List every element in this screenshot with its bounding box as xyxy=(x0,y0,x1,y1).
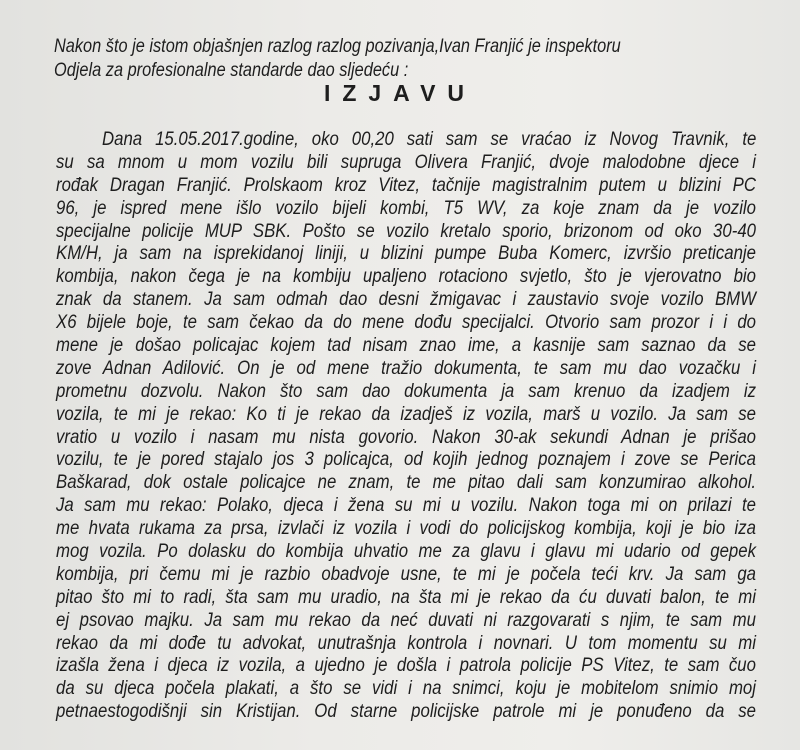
statement-line xyxy=(56,197,756,220)
statement-line-text: KM/H, ja sam na isprekidanoj liniji, u blizini pumpe Buba Komerc, izvršio preticanje xyxy=(56,242,756,265)
statement-line xyxy=(56,677,756,700)
statement-line xyxy=(56,700,756,723)
statement-line xyxy=(56,471,756,494)
document-title: IZJAVU xyxy=(323,80,477,106)
statement-line xyxy=(56,632,756,655)
statement-line xyxy=(56,265,756,288)
statement-line xyxy=(56,494,756,517)
statement-line xyxy=(56,540,756,563)
statement-line xyxy=(56,334,756,357)
statement-body xyxy=(56,128,756,723)
statement-line-text: kombija, nakon čega je na kombiju upaljeno rotaciono svjetlo, što je vjerovatno bio xyxy=(56,265,756,288)
statement-line xyxy=(56,220,756,243)
statement-line-text: zove Adnan Adilović. On je od mene tražio dokumenta, te sam mu dao vozačku i xyxy=(56,356,756,379)
statement-line-text: mene je došao policajac kojem tad nisam znao ime, a kasnije sam saznao da se xyxy=(56,334,756,357)
intro-line-2: Odjela za profesionalne standarde dao sljedeću : xyxy=(54,60,409,81)
statement-line-text: me hvata rukama za prsa, izvlači iz vozila i vodi do policijskog kombija, koji je bio iza xyxy=(56,517,756,540)
statement-line xyxy=(56,517,756,540)
statement-line-text: prometnu dozvolu. Nakon što sam dao dokumenta ja sam krenuo da izadjem iz xyxy=(56,379,756,402)
statement-line xyxy=(56,586,756,609)
statement-line-text: da su djeca počela plakati, a što se vidi i na snimci, koju je mobitelom snimio moj xyxy=(56,677,756,700)
statement-line xyxy=(56,654,756,677)
statement-line-text: 96, je ispred mene išlo vozilo bijeli kombi, T5 WV, za koje znam da je vozilo xyxy=(56,196,756,219)
statement-line xyxy=(56,288,756,311)
statement-line-text: rođak Dragan Franjić. Prolskaom kroz Vitez, tačnije magistralnim putem u blizini PC xyxy=(56,173,756,196)
statement-line-text: Ja sam mu rekao: Polako, djeca i žena su mi u vozilu. Nakon toga mi on prilazi te xyxy=(56,494,756,517)
statement-line xyxy=(56,609,756,632)
statement-line xyxy=(56,151,756,174)
statement-line-text: pitao što mi to radi, šta sam mu uradio, na šta mi je rekao da ću duvati balon, te mi xyxy=(56,585,756,608)
statement-line-text: petnaestogodišnji sin Kristijan. Od starne policijske patrole mi je ponuđeno da se xyxy=(56,700,756,723)
statement-line-text: vozila, te mi je rekao: Ko ti je rekao da izadješ iz vozila, marš u vozilo. Ja sam se xyxy=(56,402,756,425)
statement-line-text: vratio u vozilo i nasam mu nista govorio. Nakon 30-ak sekundi Adnan je prišao xyxy=(56,425,756,448)
statement-line-text: Dana 15.05.2017.godine, oko 00,20 sati sam se vraćao iz Novog Travnik, te xyxy=(102,128,757,150)
statement-line xyxy=(56,128,756,151)
statement-line-text: su sa mnom u mom vozilu bili supruga Olivera Franjić, dvoje malodobne djece i xyxy=(56,150,756,173)
statement-line-text: mog vozila. Po dolasku do kombija uhvatio me za glavu i glavu mi udario od gepek xyxy=(56,540,756,563)
statement-line xyxy=(56,311,756,334)
statement-line xyxy=(56,403,756,426)
statement-line xyxy=(56,448,756,471)
statement-line-text: vozilu, te je pored stajalo jos 3 policajca, od kojih jednog poznajem i zove se Perica xyxy=(56,448,756,471)
statement-line xyxy=(56,242,756,265)
statement-line-text: ej psovao majku. Ja sam mu rekao da neć duvati ni razgovarati s njim, te sam mu xyxy=(56,608,756,631)
intro-line-1: Nakon što je istom objašnjen razlog razlog pozivanja,Ivan Franjić je inspektoru xyxy=(54,36,621,57)
statement-line-text: izašla žena i djeca iz vozila, a ujedno je došla i patrola policije PS Vitez, te sam čuo xyxy=(56,654,756,677)
statement-line-text: specijalne policije MUP SBK. Pošto se vozilo kretalo sporio, brizonom od oko 30-40 xyxy=(56,219,756,242)
statement-line xyxy=(56,563,756,586)
statement-line-text: rekao da mi dođe tu advokat, unutrašnja kontrola i novnari. U tom momentu su mi xyxy=(56,631,756,654)
statement-line-text: znak da stanem. Ja sam odmah dao desni žmigavac i zaustavio svoje vozilo BMW xyxy=(56,288,756,311)
statement-line xyxy=(56,426,756,449)
statement-line xyxy=(56,174,756,197)
statement-line-text: X6 bijele boje, te sam čekao da do mene dođu specijalci. Otvorio sam prozor i i do xyxy=(56,311,756,334)
statement-line xyxy=(56,380,756,403)
statement-line-text: kombija, pri čemu mi je razbio obadvoje usne, te mi je počela teći krv. Ja sam ga xyxy=(56,562,756,585)
statement-line-text: Baškarad, dok ostale policajce ne znam, te me pitao dali sam konzumirao alkohol. xyxy=(56,471,756,494)
statement-line xyxy=(56,357,756,380)
